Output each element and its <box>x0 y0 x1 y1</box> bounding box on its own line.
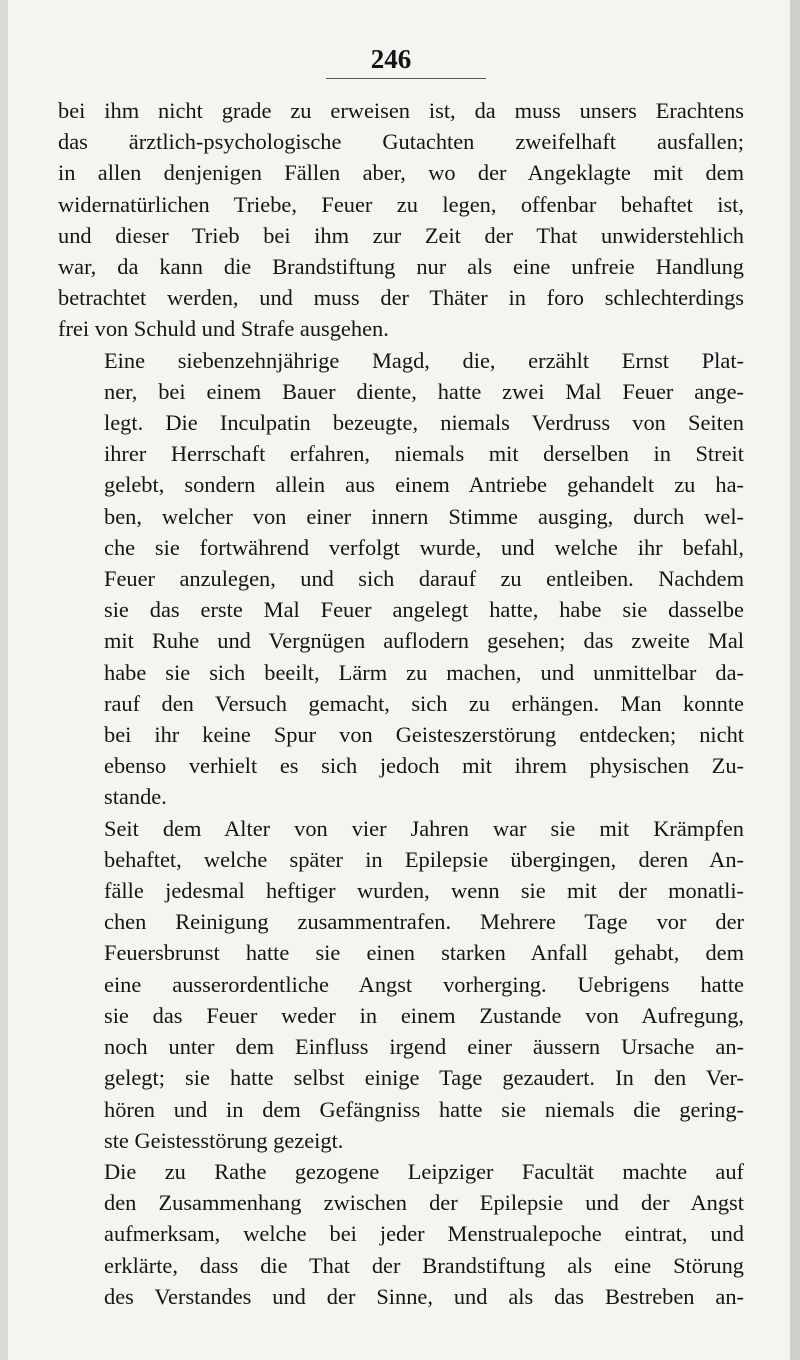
text-line: frei von Schuld und Strafe ausgehen. <box>58 316 389 342</box>
text-line: ebenso verhielt es sich jedoch mit ihrem physischen Zu- <box>104 753 744 779</box>
text-line: ben, welcher von einer innern Stimme ausging, durch wel- <box>104 503 744 529</box>
text-line: rauf den Versuch gemacht, sich zu erhängen. Man konnte <box>104 690 744 716</box>
text-line: fälle jedesmal heftiger wurden, wenn sie mit der monatli- <box>104 878 744 904</box>
text-line: legt. Die Inculpatin bezeugte, niemals Verdruss von Seiten <box>104 410 744 436</box>
text-line: ste Geistesstörung gezeigt. <box>104 1127 344 1153</box>
text-line: widernatürlichen Triebe, Feuer zu legen, offenbar behaftet ist, <box>58 191 744 217</box>
text-line: in allen denjenigen Fällen aber, wo der Angeklagte mit dem <box>58 160 744 186</box>
paragraph-case-magd <box>58 345 744 813</box>
text-line: betrachtet werden, und muss der Thäter in foro schlechterdings <box>58 285 744 311</box>
text-line: mit Ruhe und Vergnügen auflodern gesehen; das zweite Mal <box>104 628 744 654</box>
page-number: 246 <box>370 44 412 74</box>
text-line: erklärte, dass die That der Brandstiftung als eine Störung <box>104 1252 744 1278</box>
text-line: des Verstandes und der Sinne, und als das Bestreben an- <box>104 1283 744 1309</box>
text-line: aufmerksam, welche bei jeder Menstrualepoche eintrat, und <box>104 1221 744 1247</box>
text-line: Feuersbrunst hatte sie einen starken Anfall gehabt, dem <box>104 940 744 966</box>
text-line: und dieser Trieb bei ihm zur Zeit der That unwiderstehlich <box>58 222 744 248</box>
header-rule <box>326 78 486 79</box>
text-line: behaftet, welche später in Epilepsie übergingen, deren An- <box>104 846 744 872</box>
text-line: gelegt; sie hatte selbst einige Tage gezaudert. In den Ver- <box>104 1065 744 1091</box>
paragraph-faculty <box>58 1156 744 1312</box>
paragraph-continuation <box>58 95 744 345</box>
text-line: sie das erste Mal Feuer angelegt hatte, habe sie dasselbe <box>104 597 744 623</box>
text-line: gelebt, sondern allein aus einem Antriebe gehandelt zu ha- <box>104 472 744 498</box>
text-line: Eine siebenzehnjährige Magd, die, erzählt Ernst Plat- <box>104 347 744 373</box>
text-line: noch unter dem Einfluss irgend einer äussern Ursache an- <box>104 1034 744 1060</box>
text-line: stande. <box>104 784 167 810</box>
text-line: eine ausserordentliche Angst vorherging. Uebrigens hatte <box>104 971 744 997</box>
text-line: hören und in dem Gefängniss hatte sie niemals die gering- <box>104 1096 744 1122</box>
text-line: Feuer anzulegen, und sich darauf zu entleiben. Nachdem <box>104 566 744 592</box>
text-line: sie das Feuer weder in einem Zustande von Aufregung, <box>104 1002 744 1028</box>
text-line: ihrer Herrschaft erfahren, niemals mit derselben in Streit <box>104 441 744 467</box>
text-line: habe sie sich beeilt, Lärm zu machen, und unmittelbar da- <box>104 659 744 685</box>
body-text <box>58 95 744 1312</box>
text-line: bei ihm nicht grade zu erweisen ist, da muss unsers Erachtens <box>58 98 744 123</box>
text-line: ner, bei einem Bauer diente, hatte zwei Mal Feuer ange- <box>104 378 744 404</box>
text-line: war, da kann die Brandstiftung nur als eine unfreie Handlung <box>58 254 744 280</box>
text-line: Die zu Rathe gezogene Leipziger Facultät machte auf <box>104 1158 744 1184</box>
text-line: che sie fortwährend verfolgt wurde, und welche ihr befahl, <box>104 534 744 560</box>
text-line: den Zusammenhang zwischen der Epilepsie und der Angst <box>104 1190 744 1216</box>
text-line: chen Reinigung zusammentrafen. Mehrere Tage vor der <box>104 909 744 935</box>
text-line: bei ihr keine Spur von Geisteszerstörung entdecken; nicht <box>104 722 744 748</box>
paragraph-epilepsy <box>58 813 744 1156</box>
text-line: Seit dem Alter von vier Jahren war sie mit Krämpfen <box>104 815 744 841</box>
text-line: das ärztlich-psychologische Gutachten zweifelhaft ausfallen; <box>58 129 744 155</box>
